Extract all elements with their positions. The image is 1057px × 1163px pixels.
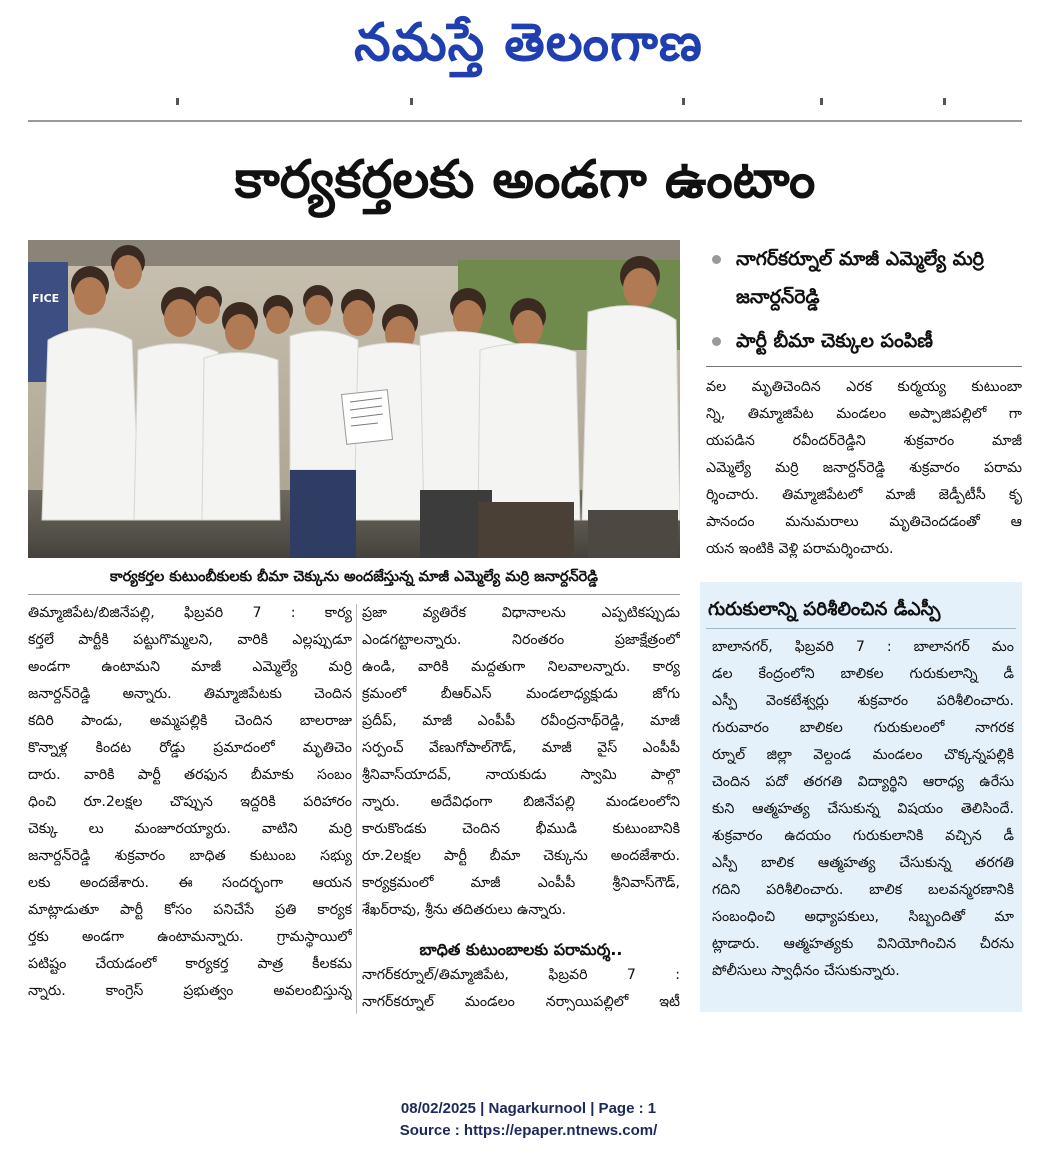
text-line: అండగా ఉంటామని మాజీ ఎమ్మెల్యే మర్రి [28, 659, 352, 675]
top-divider [28, 120, 1022, 122]
text-line: గురువారం బాలికల గురుకులంలో నాగరక [712, 720, 1014, 736]
bullet-dot-icon [712, 337, 721, 346]
text-line: ప్రజా వ్యతిరేక విధానాలను ఎప్పటికప్పుడు [362, 605, 680, 621]
text-line: ప్రదీప్, మాజీ ఎంపీపీ రవీంద్రనాథ్‌రెడ్డి, మాజీ [362, 713, 680, 729]
text-line: ర్తకు అండగా ఉంటామన్నారు. గ్రామస్థాయిలో [28, 929, 352, 945]
text-line: జనార్దన్‌రెడ్డి శుక్రవారం బాధిత కుటుంబ సభ్యు [28, 848, 352, 864]
text-line: శేఖర్‌రావు, శ్రీను తదితరులు ఉన్నారు. [362, 902, 567, 918]
text-line: పోలీసులు స్వాధీనం చేసుకున్నారు. [712, 963, 900, 979]
text-line: శ్రీనివాస్‌యాదవ్, నాయకుడు స్వామి పాల్గొ [362, 767, 680, 783]
text-line: యన ఇంటికి వెళ్లి పరామర్శించారు. [706, 541, 894, 557]
text-line: ఉండి, వారికి మద్దతుగా నిలవాలన్నారు. కార్య [362, 659, 680, 675]
headline: కార్యకర్తలకు అండగా ఉంటాం [234, 150, 816, 210]
footer-edition-info: 08/02/2025 | Nagarkurnool | Page : 1 [400, 1100, 657, 1117]
text-line: లకు అందజేశారు. ఈ సందర్భంగా ఆయన [28, 875, 352, 891]
text-line: ర్శించారు. తిమ్మాజిపేటలో మాజీ జెడ్పీటీసీ కృ [706, 487, 1022, 503]
text-line: దారు. వారికి పార్టీ తరఫున బీమాకు సంబం [28, 767, 352, 783]
text-line: కొన్నాళ్ల కిందట రోడ్డు ప్రమాదంలో మృతిచెం [28, 740, 352, 756]
text-line: ఎస్పీ వెంకటేశ్వర్లు శుక్రవారం పరిశీలించారు. [712, 693, 1014, 709]
bullet-text: పార్టీ బీమా చెక్కుల పంపిణీ [736, 330, 933, 352]
text-line: కదిరి పాండు, అమ్మపల్లికి చెందిన బాలరాజు [28, 713, 352, 729]
story-subhead: బాధిత కుటుంబాలకు పరామర్శ.. [419, 940, 623, 959]
text-line: జనార్దన్‌రెడ్డి అన్నారు. తిమ్మాజిపేటకు చెందిన [28, 686, 352, 702]
text-line: న్నారు. అదేవిధంగా బిజినేపల్లి మండలంలోని [362, 794, 680, 810]
bullet-item [706, 240, 1022, 316]
masthead [0, 0, 1057, 86]
text-line: కర్తలే పార్టీకి పట్టుగొమ్మలని, వారికి ఎల్లప్పుడూ [28, 632, 352, 648]
text-line: పానందం మనుమరాలు మృతిచెందడంతో ఆ [706, 514, 1022, 530]
footer-source-link[interactable]: Source : https://epaper.ntnews.com/ [399, 1122, 658, 1139]
highlight-bullets [706, 240, 1022, 366]
bullet-item [706, 322, 1022, 360]
story-column-middle [362, 600, 680, 924]
text-line: క్రమంలో బీఆర్‌ఎస్ మండలాధ్యక్షుడు జోగు [362, 686, 680, 702]
group-photo-illustration [28, 240, 680, 558]
text-line: ట్లాడారు. ఆత్మహత్యకు వినియోగించిన చీరను [712, 936, 1014, 952]
text-line: చెక్కు లు మంజూరయ్యారు. వాటిని మర్రి [28, 821, 352, 837]
text-line: బాలానగర్, ఫిబ్రవరి 7 : బాలానగర్ మం [712, 639, 1014, 655]
sidebar-story-title: గురుకులాన్ని పరిశీలించిన డీఎస్పీ [708, 599, 941, 620]
text-line: వల మృతిచెందిన ఎరక కుర్మయ్య కుటుంబా [706, 379, 1022, 395]
top-strip-marks [28, 98, 1022, 106]
bullet-dot-icon [712, 255, 721, 264]
story-column-middle-continued [362, 962, 680, 1016]
sidebar-story-body [712, 634, 1014, 985]
story-column-left [28, 600, 352, 1005]
story-column-right-top [706, 374, 1022, 563]
text-line: న్ని, తిమ్మాజిపేట మండలం అప్పాజిపల్లిలో గా [706, 406, 1022, 422]
text-line: సర్పంచ్ వేణుగోపాల్‌గౌడ్, మాజీ వైస్ ఎంపీపీ [362, 740, 680, 756]
text-line: డల కేంద్రంలోని బాలికల గురుకులాన్ని డీ [712, 666, 1014, 682]
text-line: కారుకొండకు చెందిన భీముడి కుటుంబానికి [362, 821, 680, 837]
bullet-text: నాగర్‌కర్నూల్ మాజీ ఎమ్మెల్యే మర్రి జనార్దన్‌రెడ్డి [736, 248, 984, 308]
photo-sign-text: FICE [32, 292, 60, 305]
text-line: కార్యక్రమంలో మాజీ ఎంపీపీ శ్రీనివాస్‌గౌడ్, [362, 875, 680, 891]
text-line: సంబంధించి అధ్యాపకులు, సిబ్బందితో మా [712, 909, 1014, 925]
page-footer [0, 1098, 1057, 1142]
text-line: ఎండగట్టాలన్నారు. నిరంతరం ప్రజాక్షేత్రంలో [362, 632, 680, 648]
text-line: నాగర్‌కర్నూల్/తిమ్మాజిపేట, ఫిబ్రవరి 7 : [362, 967, 680, 983]
text-line: యపడిన రవీందర్‌రెడ్డిని శుక్రవారం మాజీ [706, 433, 1022, 449]
text-line: రూ.2లక్షల పార్టీ బీమా చెక్కును అందజేశారు. [362, 848, 680, 864]
bullets-divider [706, 366, 1022, 367]
text-line: ఎమ్మెల్యే మర్రి జనార్దన్‌రెడ్డి శుక్రవారం పరామ [706, 460, 1022, 476]
photo-caption: కార్యకర్తల కుటుంబీకులకు బీమా చెక్కును అందజేస్తున్న మాజీ ఎమ్మెల్యే మర్రి జనార్దన్‌రెడ్డి [110, 569, 598, 585]
masthead-logo-text: నమస్తే తెలంగాణ [354, 13, 703, 73]
news-photo [28, 240, 680, 558]
text-line: న్నారు. కాంగ్రెస్ ప్రభుత్వం అవలంబిస్తున్న [28, 983, 352, 999]
caption-divider [28, 594, 680, 595]
column-divider [356, 604, 357, 1014]
text-line: ఎస్పీ బాలిక ఆత్మహత్య చేసుకున్న తరగతి [712, 855, 1014, 871]
text-line: మాట్లాడుతూ పార్టీ కోసం పనిచేసే ప్రతి కార్యక [28, 902, 352, 918]
text-line: శుక్రవారం ఉదయం గురుకులానికి వచ్చిన డీ [712, 828, 1014, 844]
text-line: తిమ్మాజిపేట/బిజినేపల్లి, ఫిబ్రవరి 7 : కార్య [28, 605, 352, 621]
text-line: ధించి రూ.2లక్షల చొప్పున ఇద్దరికి పరిహారం [28, 794, 352, 810]
text-line: ర్నూల్ జిల్లా వెల్దండ మండలం చొక్కన్నపల్లికి [712, 747, 1014, 763]
text-line: గదిని పరిశీలించారు. బాలిక బలవన్మరణానికి [712, 882, 1014, 898]
text-line: కుని ఆత్మహత్య చేసుకున్న విషయం తెలిసిందే. [712, 801, 1014, 817]
text-line: పటిష్టం చేయడంలో కార్యకర్త పాత్ర కీలకమ [28, 956, 352, 972]
text-line: నాగర్‌కర్నూల్ మండలం నర్సాయిపల్లిలో ఇటీ [362, 994, 680, 1010]
sidebar-story-divider [706, 628, 1016, 629]
text-line: చెందిన పదో తరగతి విద్యార్థిని ఆరాధ్య ఉరేసు [712, 774, 1014, 790]
